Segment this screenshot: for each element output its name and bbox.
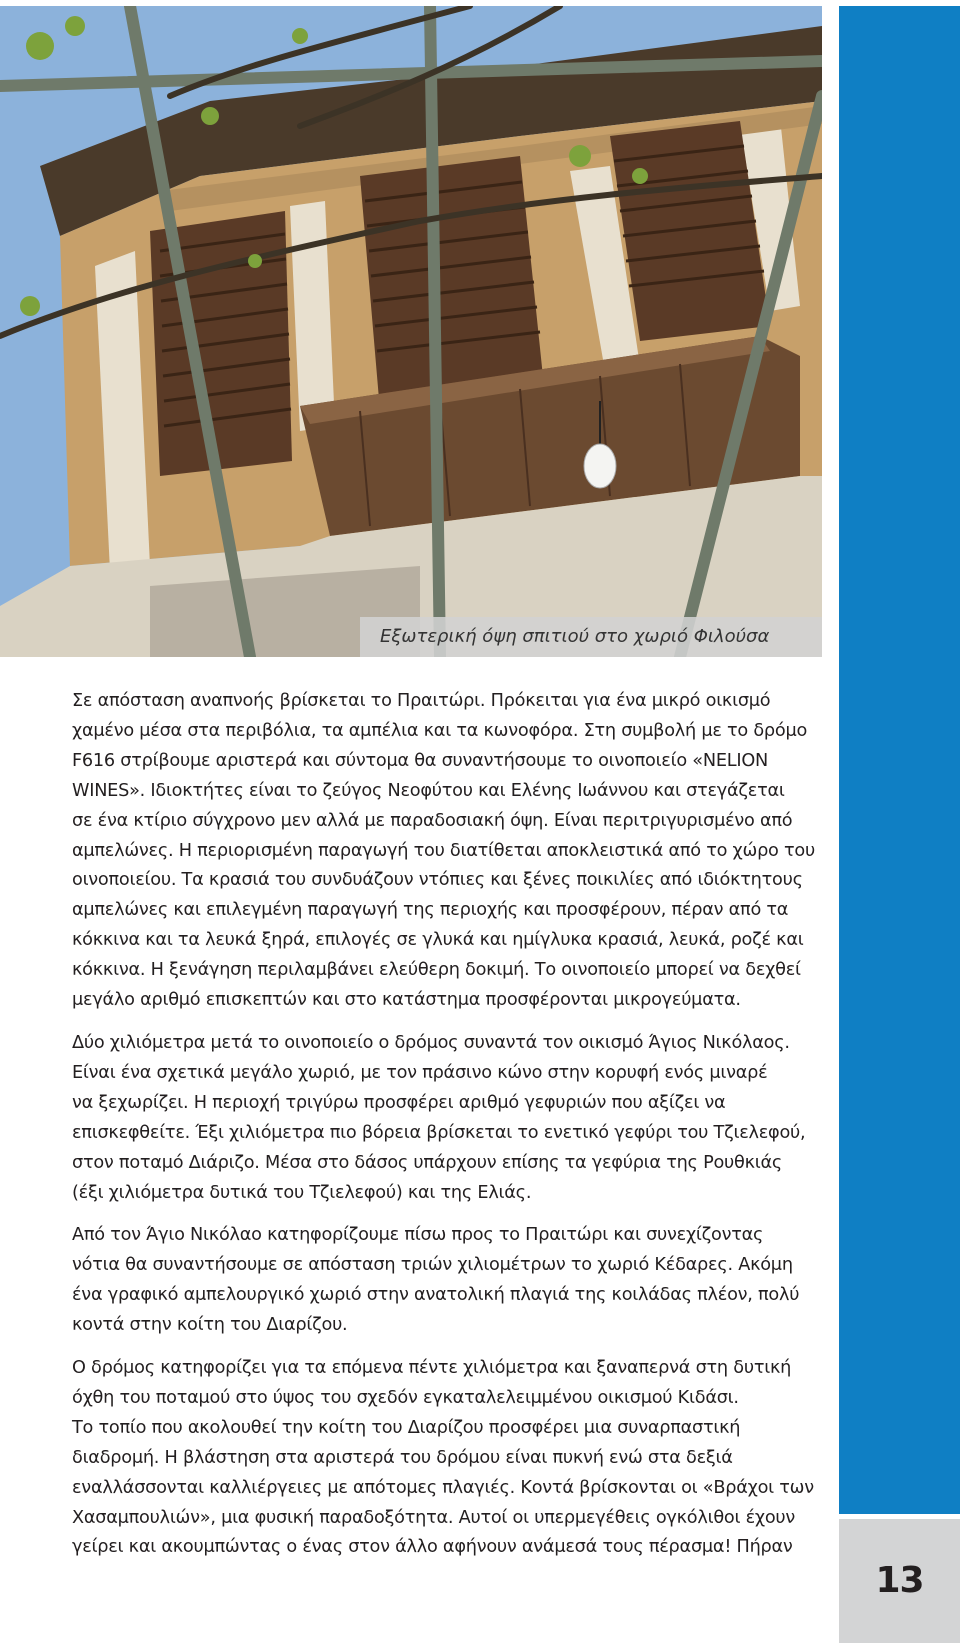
text-line: νότια θα συναντήσουμε σε απόσταση τριών χιλιομέτρων το χωριό Κέδαρες. Ακόμη xyxy=(72,1255,793,1276)
text-line: Σε απόσταση αναπνοής βρίσκεται το Πραιτώρι. Πρόκειται για ένα μικρό οικισμό xyxy=(72,691,771,711)
page-number: 13 xyxy=(875,1560,924,1601)
text-line: αμπελώνες και επιλεγμένη παραγωγή της περιοχής και προσφέρουν, πέραν από τα xyxy=(72,900,789,921)
text-line: γείρει και ακουμπώντας ο ένας στον άλλο αφήνουν ανάμεσά τους πέρασμα! Πήραν xyxy=(72,1537,793,1558)
text-line: Ο δρόμος κατηφορίζει για τα επόμενα πέντε χιλιόμετρα και ξαναπερνά στη δυτική xyxy=(72,1358,792,1379)
text-line: κόκκινα και τα λευκά ξηρά, επιλογές σε γλυκά και ημίγλυκα κρασιά, λευκά, ροζέ και xyxy=(72,930,804,951)
text-line: σε ένα κτίριο σύγχρονο μεν αλλά με παραδοσιακή όψη. Είναι περιτριγυρισμένο από xyxy=(72,810,793,831)
text-line: αμπελώνες. Η περιορισμένη παραγωγή του διατίθεται αποκλειστικά από το χώρο του xyxy=(72,840,815,861)
text-line: Από τον Άγιο Νικόλαο κατηφορίζουμε πίσω προς το Πραιτώρι και συνεχίζοντας xyxy=(72,1225,764,1246)
text-line: χαμένο μέσα στα περιβόλια, τα αμπέλια και τα κωνοφόρα. Στη συμβολή με το δρόμο xyxy=(72,720,808,741)
text-line: Το τοπίο που ακολουθεί την κοίτη του Διαρίζου προσφέρει μια συναρπαστική xyxy=(72,1417,741,1438)
text-line: κόκκινα. Η ξενάγηση περιλαμβάνει ελεύθερη δοκιμή. Το οινοποιείο μπορεί να δεχθεί xyxy=(72,960,801,981)
text-line: WINES». Ιδιοκτήτες είναι το ζεύγος Νεοφύτου και Ελένης Ιωάννου και στεγάζεται xyxy=(72,780,785,801)
text-line: μεγάλο αριθμό επισκεπτών και στο κατάστημα προσφέρονται μικρογεύματα. xyxy=(72,990,741,1011)
text-line: επισκεφθείτε. Έξι χιλιόμετρα πιο βόρεια βρίσκεται το ενετικό γεφύρι του Τζιελεφού, xyxy=(72,1122,806,1143)
text-line: διαδρομή. Η βλάστηση στα αριστερά του δρόμου είναι πυκνή ενώ στα δεξιά xyxy=(72,1447,733,1468)
text-line: όχθη του ποταμού στο ύψος του σχεδόν εγκαταλελειμμένου οικισμού Κιδάσι. xyxy=(72,1387,739,1408)
text-line: εναλλάσσονται καλλιέργειες με απότομες πλαγιές. Κοντά βρίσκονται οι «Βράχοι των xyxy=(72,1477,814,1498)
article-body xyxy=(72,687,832,1576)
text-line: οινοποιείου. Τα κρασιά του συνδυάζουν ντόπιες και ξένες ποικιλίες από ιδιόκτητους xyxy=(72,870,803,891)
paragraph-kidasi xyxy=(72,1354,832,1563)
paragraph-praitori xyxy=(72,687,832,1016)
text-line: κοντά στην κοίτη του Διαρίζου. xyxy=(72,1315,348,1336)
paragraph-kedares xyxy=(72,1221,832,1341)
text-line: να ξεχωρίζει. Η περιοχή τριγύρω προσφέρει αριθμό γεφυριών που αξίζει να xyxy=(72,1092,726,1113)
house-illustration xyxy=(0,6,822,657)
house-photo xyxy=(0,6,822,657)
text-line: (έξι χιλιόμετρα δυτικά του Τζιελεφού) και της Ελιάς. xyxy=(72,1182,532,1203)
text-line: Είναι ένα σχετικά μεγάλο χωριό, με τον πράσινο κώνο στην κορυφή ενός μιναρέ xyxy=(72,1062,768,1083)
text-line: στον ποταμό Διάριζο. Μέσα στο δάσος υπάρχουν επίσης τα γεφύρια της Ρουθκιάς xyxy=(72,1152,783,1173)
paragraph-agios-nikolaos xyxy=(72,1029,832,1208)
text-line: F616 στρίβουμε αριστερά και σύντομα θα συναντήσουμε το οινοποιείο «NELION xyxy=(72,750,769,771)
text-line: Δύο χιλιόμετρα μετά το οινοποιείο ο δρόμος συναντά τον οικισμό Άγιος Νικόλαος. xyxy=(72,1032,790,1053)
photo-caption: Εξωτερική όψη σπιτιού στο χωριό Φιλούσα xyxy=(360,617,822,657)
sidebar-accent-bar xyxy=(839,6,960,1514)
text-line: ένα γραφικό αμπελουργικό χωριό στην ανατολική πλαγιά της κοιλάδας πλέον, πολύ xyxy=(72,1285,800,1306)
text-line: Χασαμπουλιών», μια φυσική παραδοξότητα. Αυτοί οι υπερμεγέθεις ογκόλιθοι έχουν xyxy=(72,1507,796,1528)
